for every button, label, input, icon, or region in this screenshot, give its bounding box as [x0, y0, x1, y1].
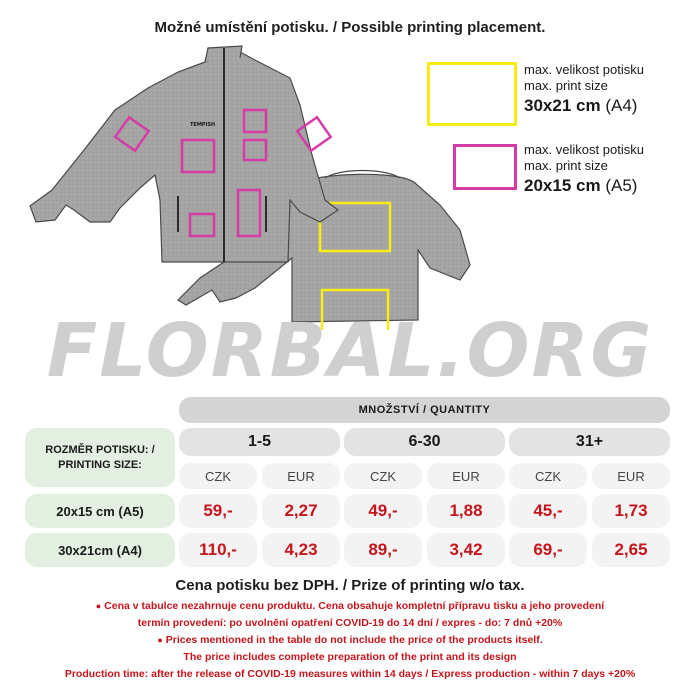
legend-a4-line2: max. print size — [524, 78, 608, 93]
legend-a4-size: 30x21 cm — [524, 96, 601, 115]
currency-header: CZK — [344, 463, 422, 489]
price-cell: 49,- — [344, 494, 422, 528]
legend-a5-format: (A5) — [605, 176, 638, 195]
row-label-a5: 20x15 cm (A5) — [25, 494, 175, 528]
price-cell: 2,27 — [262, 494, 340, 528]
notes — [0, 598, 700, 683]
note-en-line1-text: Prices mentioned in the table do not include the price of the products itself. — [165, 634, 543, 646]
legend-a5-line1: max. velikost potisku — [524, 142, 644, 157]
price-note-title: Cena potisku bez DPH. / Prize of printing w/o tax. — [175, 577, 525, 594]
legend-a5-line2: max. print size — [524, 158, 608, 173]
legend-a5-size: 20x15 cm — [524, 176, 601, 195]
range-header: 31+ — [509, 428, 670, 456]
row-label-a4: 30x21cm (A4) — [25, 533, 175, 567]
legend-a4-swatch — [427, 62, 517, 126]
note-en-line1 — [0, 632, 700, 649]
range-header: 6-30 — [344, 428, 505, 456]
price-cell: 1,88 — [427, 494, 505, 528]
legend-a5-swatch — [453, 144, 517, 190]
price-cell: 59,- — [179, 494, 257, 528]
note-cz-line2: termín provedení: po uvolnění opatření COVID-19 do 14 dní / expres - do: 7 dnů +20% — [137, 617, 563, 629]
legend-a5 — [524, 142, 644, 198]
legend-a4-line1: max. velikost potisku — [524, 62, 644, 77]
legend-a4 — [524, 62, 644, 118]
legend-a4-format: (A4) — [605, 96, 638, 115]
note-cz-line1-text: Cena v tabulce nezahrnuje cenu produktu. Cena obsahuje kompletní přípravu tisku a jeho provedení — [104, 600, 605, 612]
bullet-icon: ● — [95, 601, 102, 611]
note-en-line2: The price includes complete preparation of the print and its design — [183, 651, 517, 663]
currency-header: CZK — [179, 463, 257, 489]
price-cell: 2,65 — [592, 533, 670, 567]
quantity-header: MNOŽSTVÍ / QUANTITY — [179, 397, 670, 423]
brand-logo: TEMPISH — [190, 122, 216, 128]
currency-header: EUR — [427, 463, 505, 489]
price-cell: 89,- — [344, 533, 422, 567]
printing-size-header-line2: PRINTING SIZE: — [58, 458, 142, 471]
price-cell: 69,- — [509, 533, 587, 567]
range-header: 1-5 — [179, 428, 340, 456]
printing-size-header — [25, 428, 175, 487]
price-cell: 4,23 — [262, 533, 340, 567]
note-en-line3: Production time: after the release of COVID-19 measures within 14 days / Express production - within 7 days +20% — [64, 668, 636, 680]
bullet-icon: ● — [157, 635, 163, 645]
watermark: FLORBAL.ORG — [46, 308, 654, 394]
printing-size-header-line1: ROZMĚR POTISKU: / — [45, 443, 155, 456]
currency-header: EUR — [262, 463, 340, 489]
price-cell: 1,73 — [592, 494, 670, 528]
page-heading: Možné umístění potisku. / Possible printing placement. — [154, 19, 546, 36]
currency-header: EUR — [592, 463, 670, 489]
currency-header: CZK — [509, 463, 587, 489]
price-cell: 3,42 — [427, 533, 505, 567]
note-cz-line1 — [0, 598, 700, 615]
price-cell: 45,- — [509, 494, 587, 528]
price-cell: 110,- — [179, 533, 257, 567]
